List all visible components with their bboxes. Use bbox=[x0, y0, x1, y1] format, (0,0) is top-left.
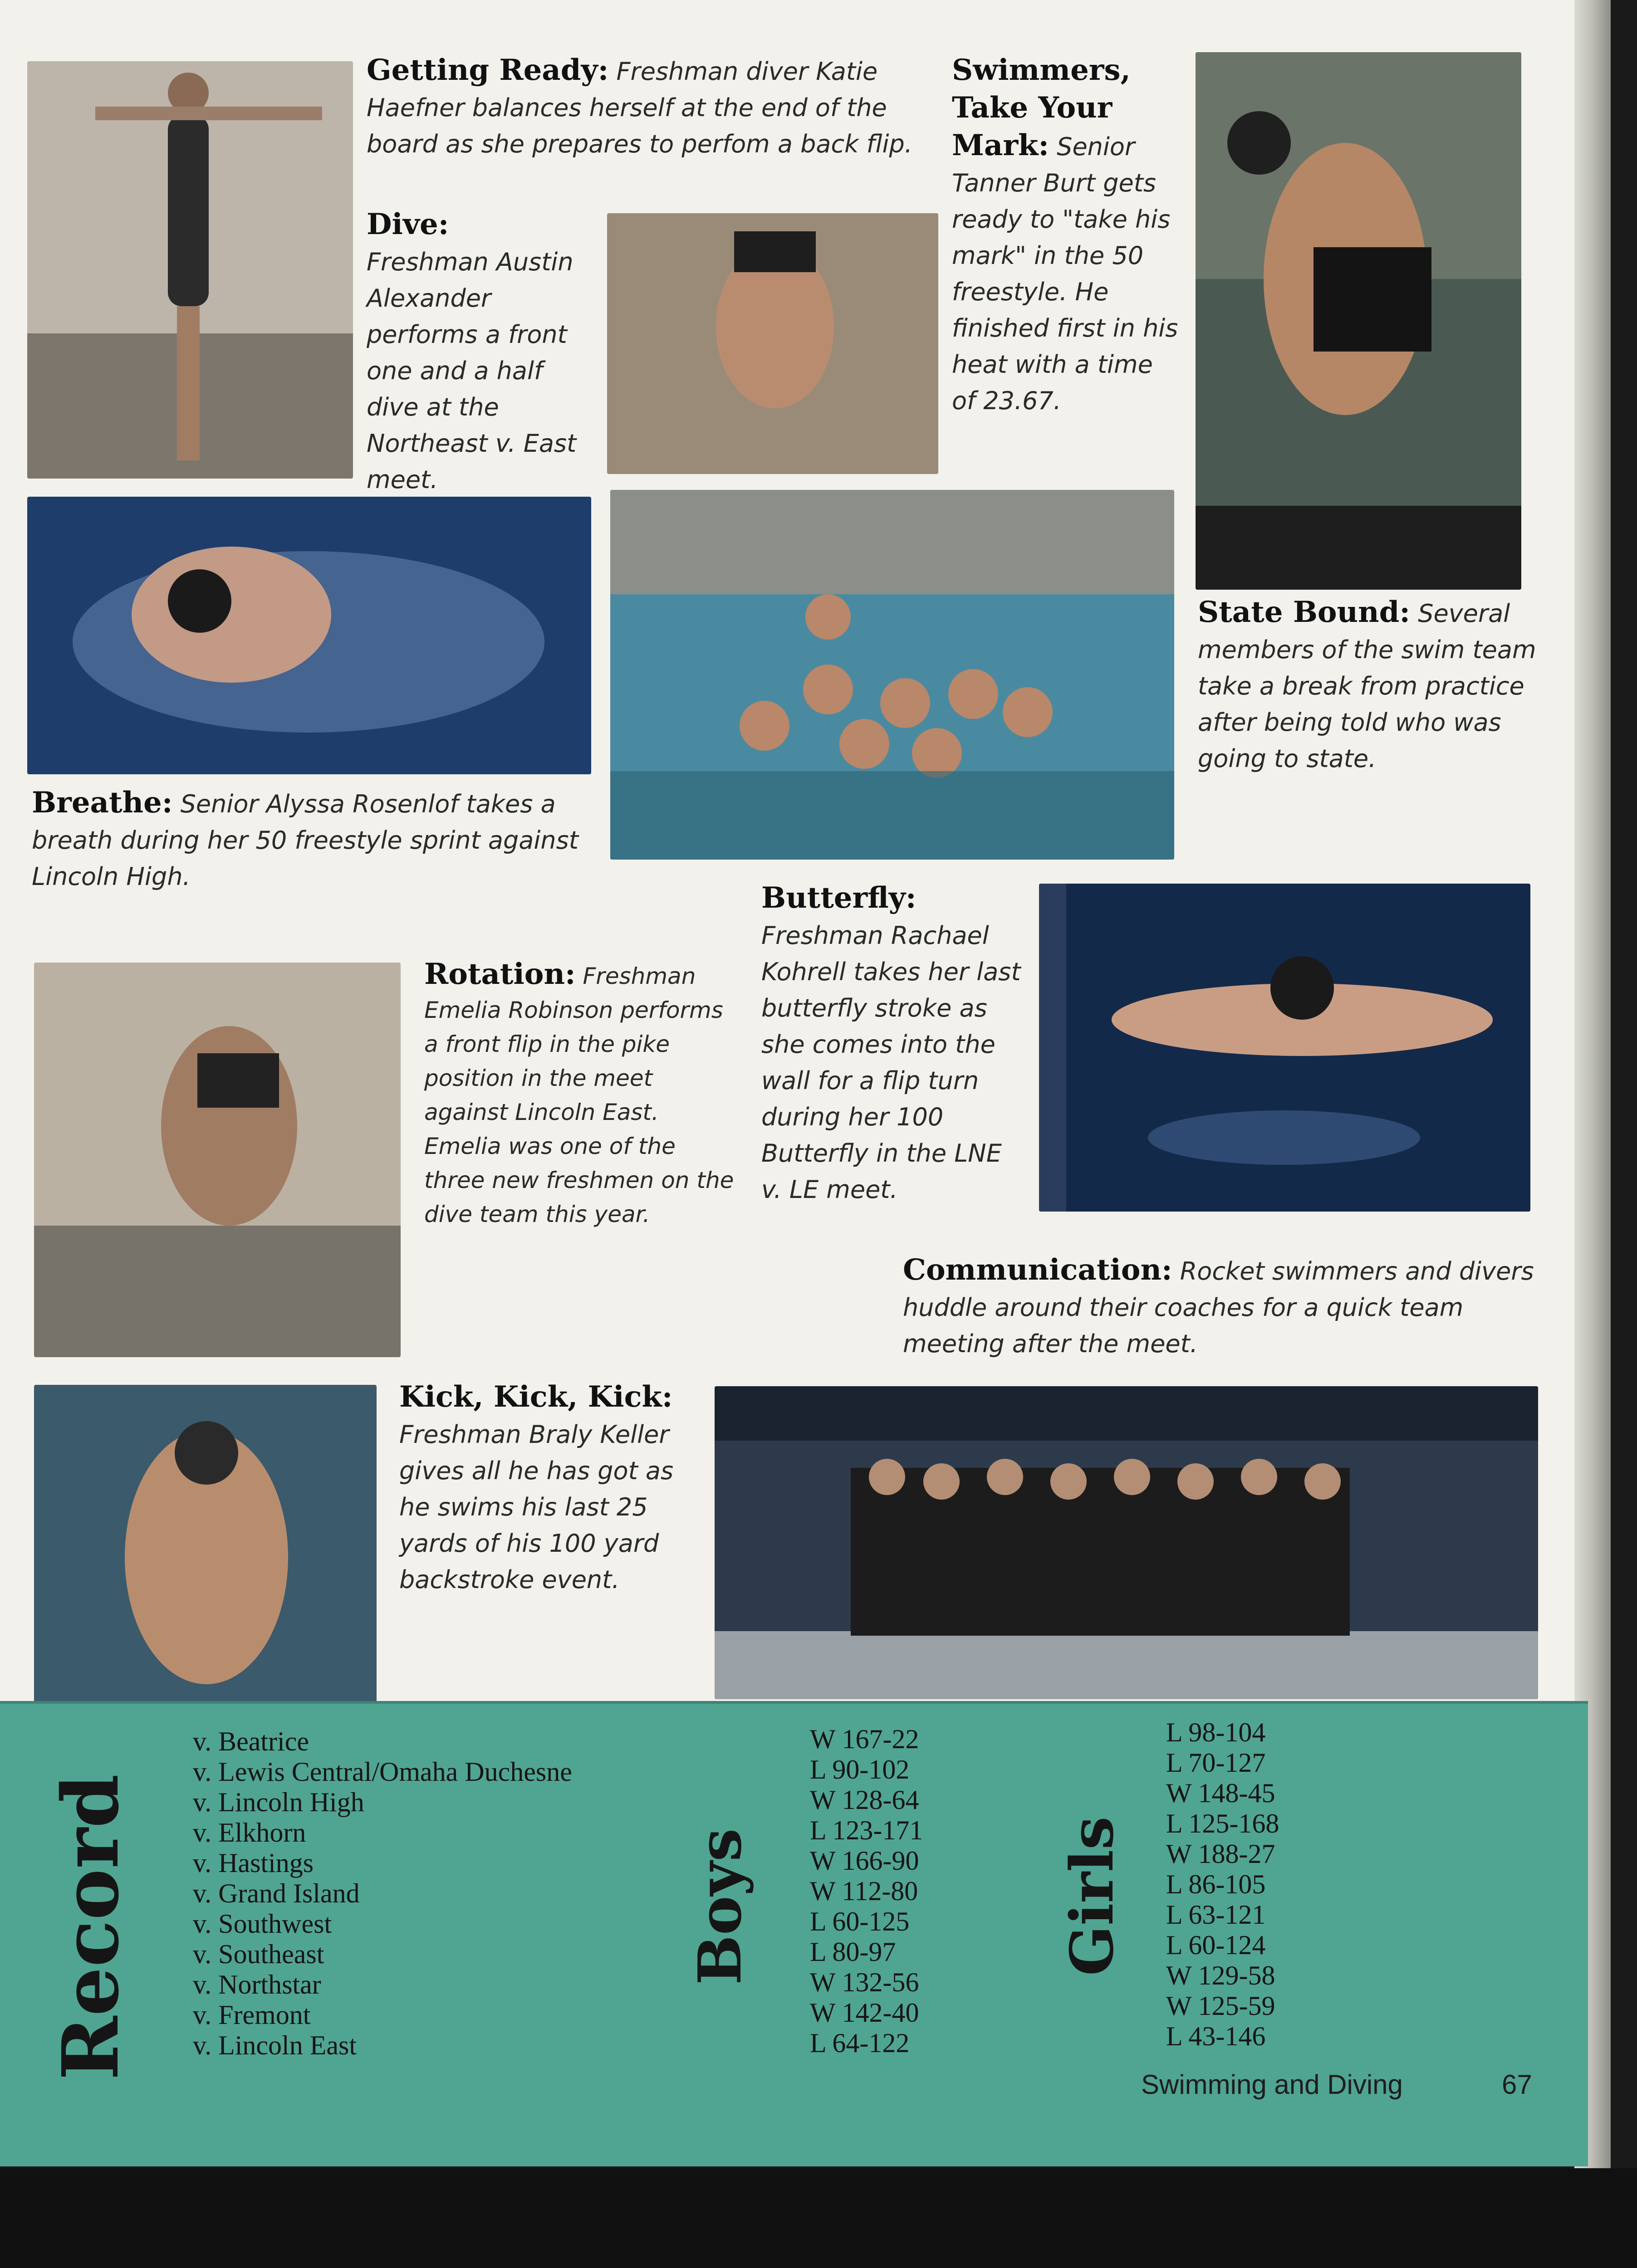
photo-getting-ready bbox=[27, 61, 353, 479]
caption-heading: Breathe: bbox=[32, 786, 173, 820]
list-item: v. Fremont bbox=[193, 2000, 311, 2030]
caption-text: Senior Alyssa Rosenlof takes a breath during her 50 freestyle sprint against Lincoln High. bbox=[32, 790, 578, 891]
caption-text: Freshman Rachael Kohrell takes her last butterfly stroke as she comes into the wall for a flip turn during her 100 Butterfly in the LNE v. LE meet. bbox=[761, 921, 1021, 1204]
caption-text: Freshman Emelia Robinson performs a front flip in the pike position in the meet against Lincoln East. Emelia was one of the three new freshmen on the dive team this year. bbox=[424, 963, 734, 1227]
caption-getting-ready bbox=[367, 52, 925, 162]
caption-state-bound bbox=[1198, 594, 1543, 777]
record-band bbox=[0, 1701, 1588, 2166]
caption-heading: Butterfly: bbox=[761, 881, 917, 915]
boys-results bbox=[810, 1724, 923, 2058]
caption-text: Freshman Braly Keller gives all he has got as he swims his last 25 yards of his 100 yard backstroke event. bbox=[399, 1420, 674, 1594]
scan-background bbox=[0, 2168, 1637, 2268]
caption-heading: Dive: bbox=[367, 207, 449, 241]
caption-rotation bbox=[424, 957, 742, 1232]
list-item: W 148-45 bbox=[1166, 1778, 1275, 1808]
photo-breathe bbox=[27, 497, 591, 774]
list-item: L 90-102 bbox=[810, 1755, 910, 1784]
list-item: v. Hastings bbox=[193, 1848, 314, 1878]
caption-text: Several members of the swim team take a break from practice after being told who was going to state. bbox=[1198, 599, 1536, 773]
list-item: W 125-59 bbox=[1166, 1991, 1275, 2021]
caption-heading: State Bound: bbox=[1198, 595, 1411, 629]
list-item: L 98-104 bbox=[1166, 1717, 1266, 1747]
list-item: W 112-80 bbox=[810, 1876, 918, 1906]
photo-kick bbox=[34, 1385, 377, 1706]
list-item: W 166-90 bbox=[810, 1846, 919, 1876]
list-item: v. Southeast bbox=[193, 1939, 324, 1969]
list-item: L 43-146 bbox=[1166, 2021, 1266, 2051]
caption-kick bbox=[399, 1379, 685, 1598]
photo-butterfly bbox=[1039, 884, 1530, 1212]
page-number: 67 bbox=[1502, 2069, 1532, 2100]
list-item: L 60-125 bbox=[810, 1906, 910, 1936]
list-item: v. Beatrice bbox=[193, 1726, 309, 1756]
caption-heading: Getting Ready: bbox=[367, 53, 609, 87]
caption-butterfly bbox=[761, 880, 1024, 1208]
list-item: W 167-22 bbox=[810, 1724, 919, 1754]
girls-label: Girls bbox=[1057, 1816, 1127, 1976]
list-item: v. Lincoln East bbox=[193, 2030, 357, 2060]
caption-heading: Rotation: bbox=[424, 957, 576, 991]
caption-swimmers bbox=[952, 52, 1183, 419]
footer-section-title: Swimming and Diving bbox=[1141, 2069, 1403, 2100]
opponents-list bbox=[193, 1726, 572, 2061]
caption-breathe bbox=[32, 785, 590, 895]
list-item: W 129-58 bbox=[1166, 1960, 1275, 1990]
list-item: v. Grand Island bbox=[193, 1878, 360, 1908]
photo-communication bbox=[715, 1386, 1538, 1699]
caption-communication bbox=[903, 1252, 1538, 1362]
photo-swimmers-take-your-mark bbox=[1196, 52, 1521, 590]
caption-heading: Kick, Kick, Kick: bbox=[399, 1380, 673, 1414]
caption-text: Senior Tanner Burt gets ready to "take his mark" in the 50 freestyle. He finished first in his heat with a time of 23.67. bbox=[952, 132, 1178, 415]
list-item: L 64-122 bbox=[810, 2028, 910, 2058]
list-item: W 188-27 bbox=[1166, 1839, 1275, 1869]
list-item: L 86-105 bbox=[1166, 1869, 1266, 1899]
caption-dive bbox=[367, 206, 578, 498]
list-item: W 132-56 bbox=[810, 1967, 919, 1997]
list-item: W 128-64 bbox=[810, 1785, 919, 1815]
caption-heading: Swimmers, Take Your Mark: bbox=[952, 53, 1131, 162]
photo-rotation bbox=[34, 963, 401, 1357]
list-item: L 80-97 bbox=[810, 1937, 896, 1967]
list-item: v. Southwest bbox=[193, 1909, 332, 1939]
list-item: v. Lewis Central/Omaha Duchesne bbox=[193, 1757, 572, 1787]
list-item: L 70-127 bbox=[1166, 1748, 1266, 1778]
photo-dive bbox=[607, 213, 938, 474]
caption-text: Rocket swimmers and divers huddle around their coaches for a quick team meeting after the meet. bbox=[903, 1257, 1534, 1358]
list-item: v. Elkhorn bbox=[193, 1818, 306, 1848]
list-item: L 123-171 bbox=[810, 1815, 923, 1845]
list-item: L 125-168 bbox=[1166, 1809, 1279, 1838]
list-item: v. Lincoln High bbox=[193, 1787, 364, 1817]
caption-text: Freshman diver Katie Haefner balances herself at the end of the board as she prepares to perfom a back flip. bbox=[367, 57, 912, 158]
girls-results bbox=[1166, 1717, 1279, 2052]
record-title: Record bbox=[45, 1774, 136, 2080]
list-item: W 142-40 bbox=[810, 1998, 919, 2028]
caption-text: Freshman Austin Alexander performs a front one and a half dive at the Northeast v. East meet. bbox=[367, 248, 577, 494]
photo-state-bound bbox=[610, 490, 1174, 860]
list-item: L 60-124 bbox=[1166, 1930, 1266, 1960]
caption-heading: Communication: bbox=[903, 1253, 1172, 1287]
list-item: v. Northstar bbox=[193, 1970, 321, 1999]
boys-label: Boys bbox=[685, 1828, 755, 1985]
list-item: L 63-121 bbox=[1166, 1900, 1266, 1930]
